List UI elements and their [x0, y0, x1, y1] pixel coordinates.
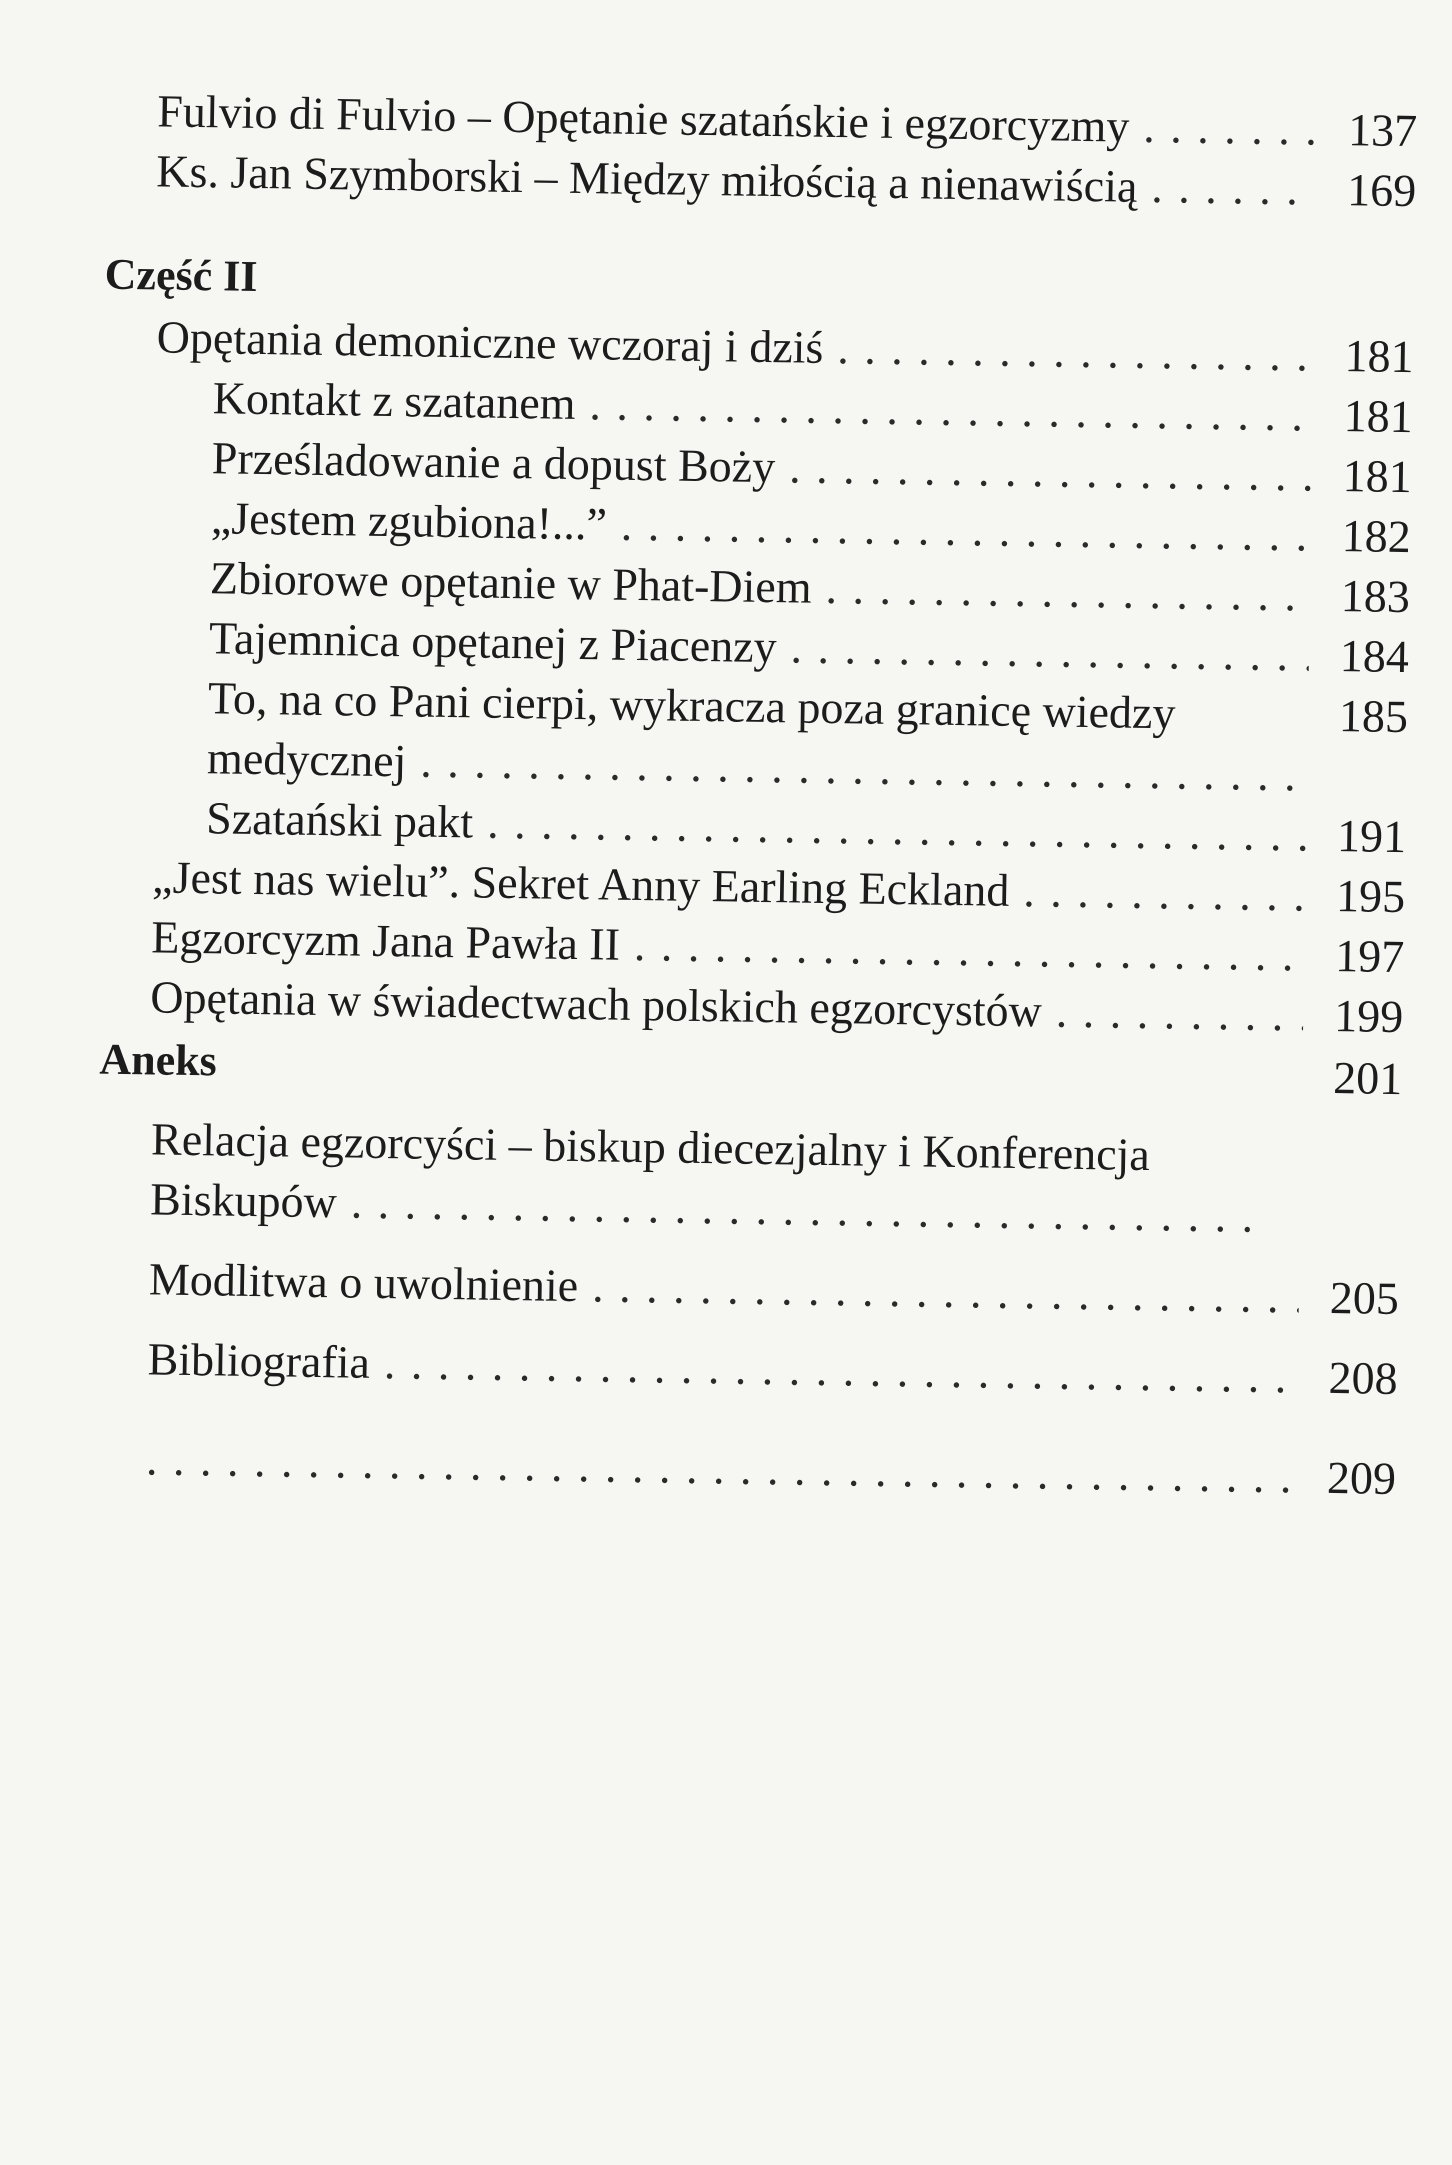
toc-entry-title: Opętania demoniczne wczoraj i dziś — [156, 311, 824, 373]
toc-entry-page: 201 — [1332, 1051, 1403, 1105]
toc-entry-page: 181 — [1344, 330, 1415, 383]
toc-entry-title: Ks. Jan Szymborski – Między miłością a nienawiścią — [155, 145, 1138, 212]
toc-entry-title: „Jestem zgubiona!...” — [210, 492, 608, 550]
toc-entry-title: Szatański pakt — [205, 792, 474, 848]
annex-heading: Aneks — [99, 1034, 218, 1086]
toc-heading-entry[interactable] — [99, 1031, 1403, 1108]
toc-entry-continuation — [150, 1171, 1261, 1244]
dot-leader — [790, 619, 1309, 683]
dot-leader — [592, 1258, 1300, 1325]
dot-leader — [1023, 863, 1306, 923]
toc-entry-title: Prześladowanie a dopust Boży — [211, 432, 776, 493]
dot-leader — [384, 1335, 1298, 1405]
toc-entry-title: Tajemnica opętanej z Piacenzy — [208, 612, 778, 673]
dot-leader — [487, 795, 1307, 864]
toc-trailing-leader[interactable] — [146, 1431, 1397, 1507]
toc-entry-title: Biskupów — [149, 1173, 338, 1228]
toc-entry-page: 183 — [1340, 570, 1411, 623]
toc-entry-page: 169 — [1346, 164, 1417, 217]
toc-entry-title: Fulvio di Fulvio – Opętanie szatańskie i egzorcyzmy — [156, 85, 1130, 152]
toc-entry-title: Modlitwa o uwolnienie — [148, 1253, 579, 1312]
toc-entry-page: 199 — [1333, 989, 1404, 1043]
toc-entry-title: medycznej — [206, 732, 407, 787]
toc-entry-page: 208 — [1328, 1351, 1398, 1405]
toc-entry-page: 185 — [1338, 690, 1409, 743]
dot-leader — [634, 917, 1305, 984]
dot-leader — [589, 376, 1313, 443]
dot-leader — [1151, 159, 1317, 218]
toc-entry-page: 197 — [1334, 929, 1405, 983]
toc-entry-title: To, na co Pani cierpi, wykracza poza granicę wiedzy — [207, 672, 1176, 739]
toc-entry-title: Opętania w świadectwach polskich egzorcystów — [150, 971, 1043, 1037]
toc-entry[interactable] — [149, 1251, 1400, 1327]
toc-entry-page: 191 — [1336, 810, 1407, 863]
toc-entry-page: 209 — [1326, 1451, 1397, 1505]
toc-entry-page: 181 — [1343, 390, 1414, 443]
toc-entry-page: 182 — [1341, 510, 1412, 563]
toc-entry-title[interactable]: Relacja egzorcyści – biskup diecezjalny i Konferencja — [150, 1113, 1151, 1181]
dot-leader — [350, 1175, 1250, 1245]
toc-entry-page: 184 — [1339, 630, 1410, 683]
toc-entry-page: 205 — [1329, 1271, 1400, 1325]
toc-entry-title: Zbiorowe opętanie w Phat-Diem — [209, 552, 812, 613]
dot-leader — [146, 1431, 1297, 1505]
toc-entry-title: Bibliografia — [147, 1333, 371, 1388]
toc-entry-title: „Jest nas wielu”. Sekret Anny Earling Eckland — [151, 851, 1010, 916]
dot-leader — [420, 734, 1308, 804]
dot-leader — [789, 439, 1312, 503]
toc-entry-page: 137 — [1347, 104, 1418, 157]
dot-leader — [620, 497, 1311, 564]
toc-entry[interactable] — [147, 1331, 1398, 1407]
toc-entry-page: 195 — [1335, 869, 1406, 923]
dot-leader — [1143, 99, 1318, 158]
toc-entry-title: Egzorcyzm Jana Pawła II — [150, 911, 621, 970]
dot-leader — [825, 560, 1310, 624]
dot-leader — [1055, 984, 1303, 1044]
dot-leader — [837, 320, 1314, 383]
part-heading: Część II — [104, 249, 258, 301]
toc-entry-page: 181 — [1342, 450, 1413, 503]
toc-entry-title: Kontakt z szatanem — [212, 372, 576, 429]
